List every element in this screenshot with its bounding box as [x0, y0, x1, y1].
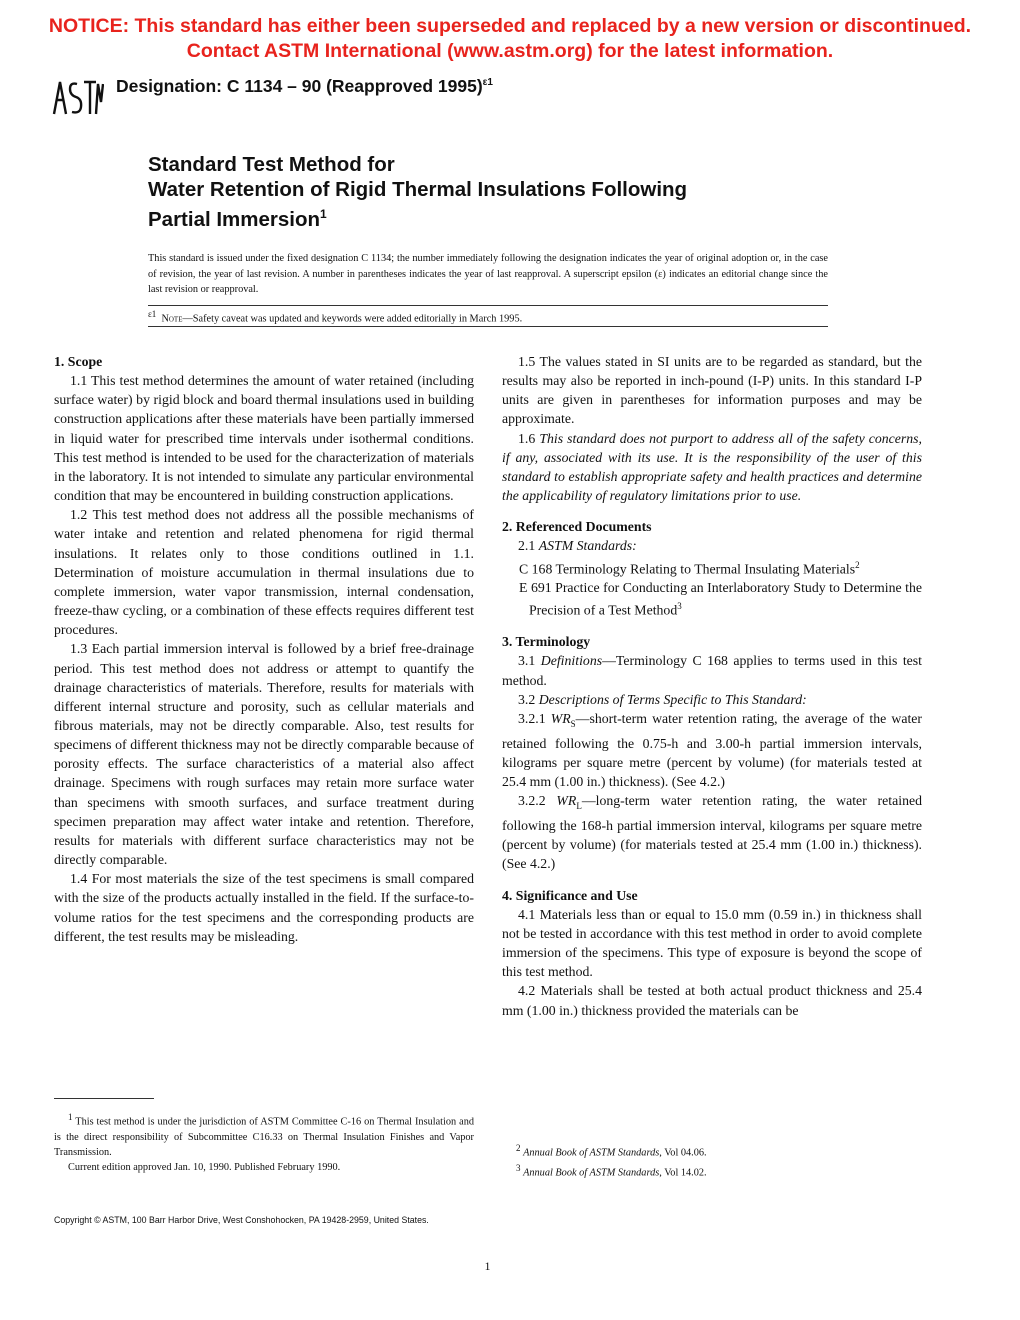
paragraph: 1.1 This test method determines the amount of water retained (including surface water) by rigid block and board thermal insulations used in building construction applications after these materials have been partially immersed in liquid water for prescribed time intervals under isothermal conditions. This test method is intended to be used for the characterization of materials in the laboratory. It is not intended to simulate any particular environmental condition that may be encountered in building construction applications. — [54, 373, 474, 504]
paragraph: 3.2.2 $WR_L—long$-term water retention rating, the water retained following the 168-h partial immersion interval, kilograms per square metre (percent by volume) (for materials tested at 25.4 mm (1.00 in.) thickness). (See 4.2.) — [502, 793, 922, 872]
notice-line-1: NOTICE: This standard has either been superseded and replaced by a new version or discontinued. — [48, 15, 972, 37]
document-title — [148, 152, 848, 232]
footnotes-right — [516, 1141, 936, 1180]
divider — [148, 326, 828, 327]
paragraph: 1.3 Each partial immersion interval is followed by a brief free-drainage period. This test method does not address or attempt to quantify the drainage characteristics of materials. Therefore, results for materials with different internal structure and porosity, such as cellular materials and fibrous materials, may not be directly comparable. Also, test results for specimens of different thickness may not be directly comparable because of porosity effects. The surface characteristics of a material also affect drainage. Specimens with rough surfaces may retain more surface water than specimens with smooth surfaces, and surface treatment during specimen preparation may affect water intake and retention. Therefore, results for materials with different surface characteristics may not be directly comparable. — [54, 641, 474, 868]
paragraph: 4.2 Materials shall be tested at both actual product thickness and 25.4 mm (1.00 in.) thickness provided the materials can be — [502, 983, 922, 1018]
paragraph: 1.5 The values stated in SI units are to be regarded as standard, but the results may also be reported in inch-pound (I-P) units. In this standard I-P units are given in parentheses for information purposes and may be approximate. — [502, 354, 922, 427]
footnote: $^2$ Annual Book of ASTM Standards, Vol 04.06. — [516, 1143, 707, 1159]
title-line-2: Water Retention of Rigid Thermal Insulations Following — [148, 178, 688, 201]
paragraph: 1.2 This test method does not address all the possible mechanisms of water intake and retention and related phenomena for rigid thermal insulations. It relates only to those conditions outlined in 1.1. Determination of moisture accumulation in thermal insulations due to complete immersion, water vapor transmission, internal condensation, freeze-thaw cycling, or a combination of these effects requires different test procedures. — [54, 507, 474, 638]
paragraph: 2.1 ASTM Standards: — [518, 538, 637, 554]
paragraph: 3.2.1 $WR_S—short$-term water retention rating, the average of the water retained following the 0.75-h and 3.00-h partial immersion intervals, kilograms per square metre (percent by volume) (for materials tested at 25.4 mm (1.00 in.) thickness). (See 4.2.) — [502, 710, 922, 790]
section-heading: 4. Significance and Use — [502, 887, 638, 903]
page-number: 1 — [484, 1259, 491, 1273]
section-heading: 1. Scope — [54, 354, 103, 369]
paragraph: 1.6 This standard does not purport to address all of the safety concerns, if any, associated with its use. It is the responsibility of the user of this standard to establish appropriate safety and health practices and determine the applicability of regulatory limitations prior to use. — [502, 430, 923, 504]
title-line-3: Partial Immersion$^1$ — [148, 207, 327, 231]
right-column — [502, 352, 922, 1020]
footnote-divider — [54, 1098, 154, 1099]
notice-line-2: Contact ASTM International (www.astm.org) for the latest information. — [186, 40, 834, 62]
designation: Designation: C 1134 – 90 (Reapproved 1995)$^{\varepsilon 1}$ — [116, 76, 493, 96]
footnote: Current edition approved Jan. 10, 1990. Published February 1990. — [68, 1162, 341, 1174]
footnote: $^1$ This test method is under the jurisdiction of ASTM Committee C-16 on Thermal Insulation and is the direct responsibility of Subcommittee C16.33 on Thermal Insulation Finishes and Vapor Transmission. — [54, 1112, 474, 1159]
logo-text: ASTM — [78, 116, 84, 118]
left-column — [54, 352, 474, 946]
copyright: Copyright © ASTM, 100 Barr Harbor Drive, West Conshohocken, PA 19428-2959, United States. — [54, 1215, 429, 1225]
section-heading: 2. Referenced Documents — [502, 519, 652, 535]
reference-item: E 691 Practice for Conducting an Interlaboratory Study to Determine the Precision of a Test Method$^3$ — [519, 580, 922, 619]
divider — [148, 305, 828, 306]
paragraph: 4.1 Materials less than or equal to 15.0 mm (0.59 in.) in thickness shall not be tested in accordance with this test method in order to avoid complete immersion of the specimens. This type of exposure is beyond the scope of this test method. — [502, 906, 922, 980]
footnotes-left — [54, 1110, 474, 1176]
section-heading: 3. Terminology — [502, 634, 591, 650]
footnote: $^3$ Annual Book of ASTM Standards, Vol 14.02. — [516, 1162, 707, 1179]
prefatory-note: This standard is issued under the fixed designation C 1134; the number immediately following the designation indicates the year of original adoption or, in the case of revision, the year of last revision. A number in parentheses indicates the year of last reapproval. A superscript epsilon (ε) indicates an editorial change since the last revision or reapproval. — [148, 253, 828, 295]
astm-logo — [52, 76, 104, 118]
reference-item: C 168 Terminology Relating to Thermal Insulating Materials$^2$ — [519, 559, 860, 577]
paragraph: 3.1 Definitions—Terminology C 168 applies to terms used in this test method. — [502, 653, 923, 688]
title-line-1: Standard Test Method for — [148, 153, 395, 176]
editorial-note: $^{\varepsilon 1}$ Note—Safety caveat was updated and keywords were added editorially in March 1995. — [148, 309, 523, 325]
paragraph: 1.4 For most materials the size of the test specimens is small compared with the size of the products actually installed in the field. If the surface-to-volume ratios for the test specimens and the corresponding products are different, the test results may be misleading. — [54, 871, 474, 944]
paragraph: 3.2 Descriptions of Terms Specific to This Standard: — [518, 691, 807, 707]
